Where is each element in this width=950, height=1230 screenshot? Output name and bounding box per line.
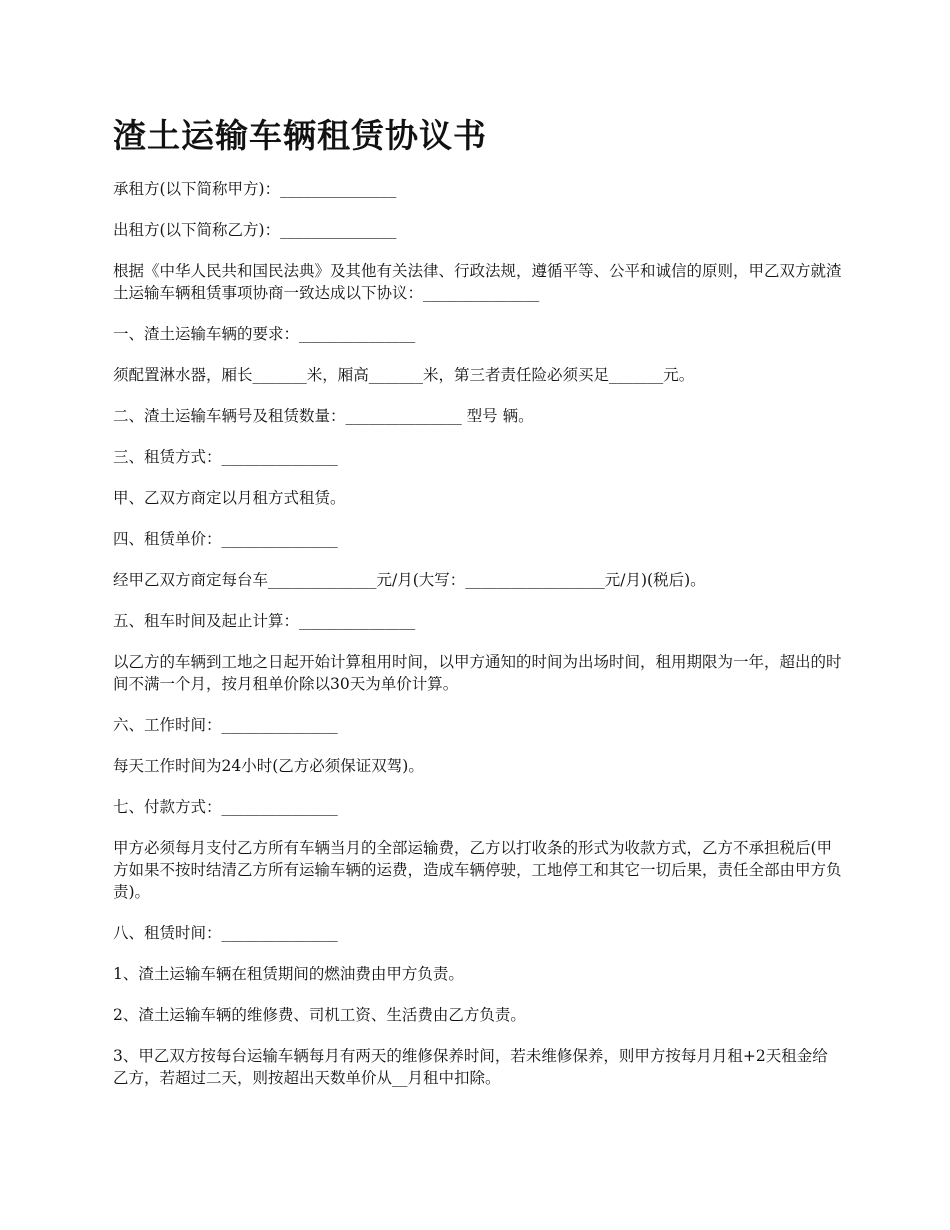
clause-vehicle-specs: 须配置淋水器，厢长_______米，厢高_______米，第三者责任险必须买足_______元。 xyxy=(113,366,695,384)
clause-lessee: 承租方(以下简称甲方)：_______________ xyxy=(113,180,397,198)
clause-rental-period: 以乙方的车辆到工地之日起开始计算租用时间，以甲方通知的时间为出场时间，租用期限为一年，超出的时间不满一个月，按月租单价除以30天为单价计算。 xyxy=(113,653,842,693)
clause-price-per-vehicle: 经甲乙双方商定每台车______________元/月(大写：__________________元/月)(税后)。 xyxy=(113,571,706,589)
section-lease-time: 八、租赁时间：_______________ xyxy=(113,924,338,942)
section-vehicle-quantity: 二、渣土运输车辆号及租赁数量：_______________ 型号 辆。 xyxy=(113,407,534,425)
clause-maintenance-days: 3、甲乙双方按每台运输车辆每月有两天的维修保养时间，若未维修保养，则甲方按每月月租+2天租金给乙方，若超过二天，则按超出天数单价从__月租中扣除。 xyxy=(113,1047,828,1087)
document-title: 渣土运输车辆租赁协议书 xyxy=(113,116,487,155)
clause-payment: 甲方必须每月支付乙方所有车辆当月的全部运输费，乙方以打收条的形式为收款方式，乙方不承担税后(甲方如果不按时结清乙方所有运输车辆的运费，造成车辆停驶，工地停工和其它一切后果，责任全部由甲方负责)。 xyxy=(113,839,842,901)
clause-maintenance-cost: 2、渣土运输车辆的维修费、司机工资、生活费由乙方负责。 xyxy=(113,1006,526,1024)
section-unit-price: 四、租赁单价：_______________ xyxy=(113,530,338,548)
clause-preamble: 根据《中华人民共和国民法典》及其他有关法律、行政法规，遵循平等、公平和诚信的原则，甲乙双方就渣土运输车辆租赁事项协商一致达成以下协议：_______________ xyxy=(113,262,842,302)
section-vehicle-requirements: 一、渣土运输车辆的要求：_______________ xyxy=(113,325,416,343)
clause-lessor: 出租方(以下简称乙方)：_______________ xyxy=(113,221,397,239)
section-rental-period: 五、租车时间及起止计算：_______________ xyxy=(113,612,416,630)
section-payment-method: 七、付款方式：_______________ xyxy=(113,798,338,816)
clause-fuel-cost: 1、渣土运输车辆在租赁期间的燃油费由甲方负责。 xyxy=(113,965,464,983)
section-lease-method: 三、租赁方式：_______________ xyxy=(113,448,338,466)
clause-working-hours: 每天工作时间为24小时(乙方必须保证双驾)。 xyxy=(113,757,424,775)
document-page xyxy=(113,110,843,1108)
clause-monthly-lease: 甲、乙双方商定以月租方式租赁。 xyxy=(113,489,346,507)
section-working-hours: 六、工作时间：_______________ xyxy=(113,716,338,734)
